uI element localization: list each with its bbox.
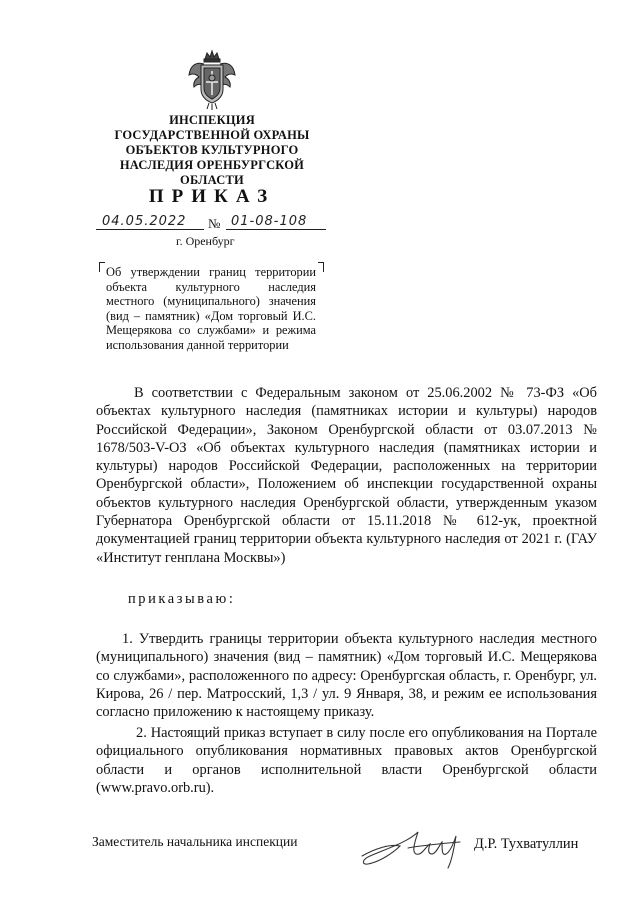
document-city: г. Оренбург [176, 234, 235, 248]
org-line-2: ГОСУДАРСТВЕННОЙ ОХРАНЫ [114, 128, 310, 142]
preamble-paragraph: В соответствии с Федеральным законом от 25.06.2002 № 73-ФЗ «Об объектах культурного наследия (памятниках истории и культуры) народов Российской Федерации», Законом Оренбургской области от 03.07.2013 № 1678/503-V-ОЗ «Об объектах культурного наследия (памятниках истории и культуры) народов Российской Федерации, расположенных на территории Оренбургской области», Положением об инспекции государственной охраны объектов культурного наследия Оренбургской области, утвержденным указом Губернатора Оренбургской области от 15.11.2018 № 612-ук, проектной документацией границ территории объекта культурного наследия от 2021 г. (ГАУ «Институт генплана Москвы») [96, 385, 597, 566]
coat-of-arms-icon [187, 49, 237, 111]
order-item-1: 1. Утвердить границы территории объекта культурного наследия местного (муниципального) значения (вид – памятник) «Дом торговый И.С. Мещерякова со службами», расположенного по адресу: Оренбургская область, г. Оренбург, ул. Кирова, 26 / пер. Матросский, 1,3 / ул. 9 Января, 38, и режим ее использования согласно приложению к настоящему приказу. [96, 631, 597, 721]
document-date: 04.05.2022 [102, 214, 187, 229]
date-underline [96, 229, 204, 230]
date-number-line [96, 214, 336, 234]
org-line-3: ОБЪЕКТОВ КУЛЬТУРНОГО [125, 143, 299, 157]
order-word: приказываю: [128, 591, 236, 607]
order-item-2: 2. Настоящий приказ вступает в силу после его опубликования на Портале официального опубликования нормативных правовых актов Оренбургской области и органов исполнительной власти Оренбургской области (www.pravo.orb.ru). [96, 725, 597, 796]
signatory-role: Заместитель начальника инспекции [92, 834, 298, 849]
document-subject: Об утверждении границ территории объекта культурного наследия местного (муниципального) значения (вид – памятник) «Дом торговый И.С. Мещерякова со службами» и режима использования данной территории [106, 265, 316, 352]
signatory-name: Д.Р. Тухватуллин [474, 836, 579, 852]
org-line-4: НАСЛЕДИЯ ОРЕНБУРГСКОЙ [119, 158, 305, 172]
subject-bracket-left [99, 262, 105, 272]
org-line-1: ИНСПЕКЦИЯ [169, 113, 255, 127]
org-line-5: ОБЛАСТИ [180, 173, 244, 187]
number-underline [226, 229, 326, 230]
number-sign: № [208, 216, 221, 231]
document-type-title: ПРИКАЗ [148, 186, 276, 207]
organization-name [96, 113, 328, 188]
handwritten-signature [356, 822, 474, 872]
subject-bracket-right [318, 262, 324, 272]
document-number: 01-08-108 [231, 214, 308, 229]
